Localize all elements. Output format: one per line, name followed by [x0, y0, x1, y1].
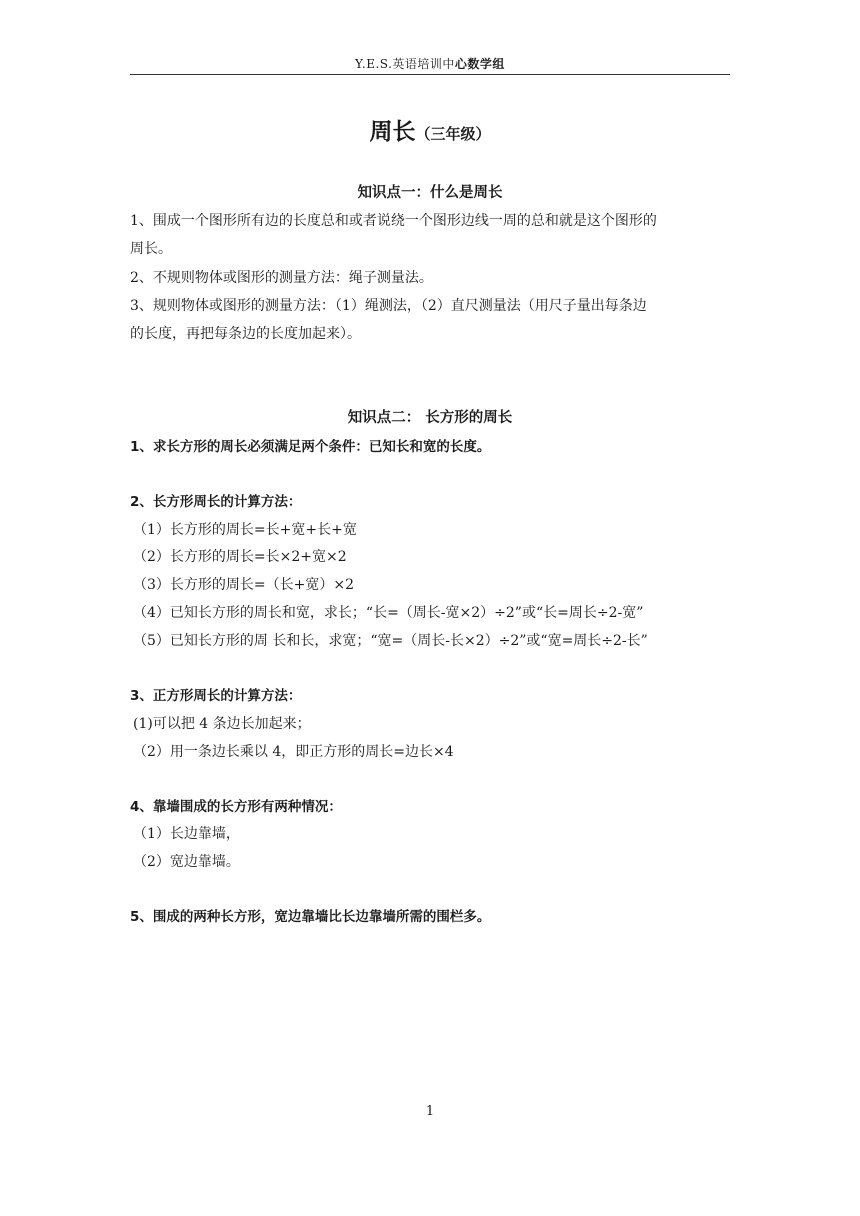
section2-point2-title: 2、长方形周长的计算方法： [130, 494, 302, 510]
wall-item: （2）宽边靠墙。 [133, 854, 240, 870]
page-title [130, 113, 730, 146]
formula-item: （2）长方形的周长=长×2+宽×2 [133, 549, 347, 565]
section1-line: 3、规则物体或图形的测量方法：（1）绳测法，（2）直尺测量法（用尺子量出每条边 [130, 298, 647, 314]
wall-item: （1）长边靠墙， [133, 826, 240, 842]
section2-point1: 1、求长方形的周长必须满足两个条件：已知长和宽的长度。 [130, 439, 491, 455]
title-sub: （三年级） [415, 125, 491, 143]
section2-point5: 5、围成的两种长方形，宽边靠墙比长边靠墙所需的围栏多。 [130, 909, 491, 925]
formula-item: （1）长方形的周长=长+宽+长+宽 [133, 522, 357, 538]
page-header [130, 55, 730, 72]
title-main: 周长 [369, 119, 416, 145]
header-divider [130, 74, 730, 75]
section1-heading: 知识点一：什么是周长 [357, 185, 503, 201]
square-item: (1)可以把 4 条边长加起来； [133, 716, 311, 732]
section1-line: 的长度，再把每条边的长度加起来）。 [130, 326, 361, 342]
formula-item: （3）长方形的周长=（长+宽）×2 [133, 577, 355, 593]
formula-item: （5）已知长方形的周 长和长，求宽；“宽=（周长-长×2）÷2”或“宽=周长÷2-长” [133, 633, 648, 649]
section2-point4-title: 4、靠墙围成的长方形有两种情况： [130, 799, 342, 815]
header-text-plain: Y.E.S.英语培训中 [355, 57, 455, 71]
formula-item: （4）已知长方形的周长和宽，求长；“长=（周长-宽×2）÷2”或“长=周长÷2-宽” [133, 605, 644, 621]
page-number: 1 [425, 1104, 435, 1119]
section1-line: 周长。 [130, 241, 172, 257]
section1-line: 1、围成一个图形所有边的长度总和或者说绕一个图形边线一周的总和就是这个图形的 [130, 213, 657, 229]
section1-line: 2、不规则物体或图形的测量方法：绳子测量法。 [130, 270, 433, 286]
header-text-bold: 心数学组 [454, 57, 505, 71]
square-item: （2）用一条边长乘以 4，即正方形的周长=边长×4 [133, 744, 454, 760]
section2-point3-title: 3、正方形周长的计算方法： [130, 688, 302, 704]
section2-heading: 知识点二： 长方形的周长 [347, 410, 513, 426]
